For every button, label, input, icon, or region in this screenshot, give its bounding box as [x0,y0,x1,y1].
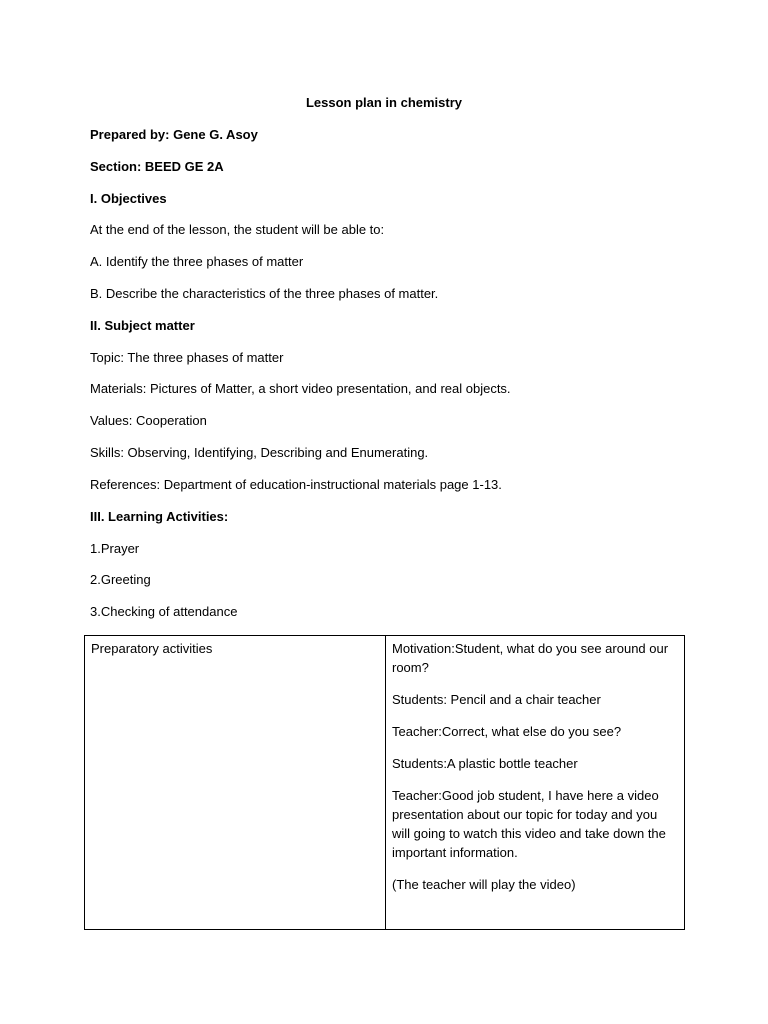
topic-line: Topic: The three phases of matter [90,350,284,365]
table-row [85,636,685,930]
subject-matter-heading: II. Subject matter [90,318,195,333]
document-title: Lesson plan in chemistry [305,95,463,110]
activity-greeting: 2.Greeting [90,572,151,587]
dialogue-line: Students:A plastic bottle teacher [392,756,578,771]
learning-activities-heading: III. Learning Activities: [90,509,229,524]
preparatory-activities-cell: Preparatory activities [85,636,386,930]
dialogue-line: Teacher:Good job student, I have here a video presentation about our topic for today and you will going to watch this video and take down the important information. [392,788,666,860]
references-line: References: Department of education-instructional materials page 1-13. [90,477,502,492]
dialogue-line: Teacher:Correct, what else do you see? [392,724,622,739]
activity-attendance: 3.Checking of attendance [90,604,238,619]
values-line: Values: Cooperation [90,413,207,428]
objectives-intro: At the end of the lesson, the student will be able to: [90,222,385,237]
objective-a: A. Identify the three phases of matter [90,254,304,269]
section-line: Section: BEED GE 2A [90,159,224,174]
dialogue-line: (The teacher will play the video) [392,877,576,892]
materials-line: Materials: Pictures of Matter, a short video presentation, and real objects. [90,381,511,396]
activities-table [84,635,685,930]
objective-b: B. Describe the characteristics of the three phases of matter. [90,286,439,301]
activity-prayer: 1.Prayer [90,541,140,556]
prepared-by: Prepared by: Gene G. Asoy [90,127,258,142]
skills-line: Skills: Observing, Identifying, Describing and Enumerating. [90,445,429,460]
objectives-heading: I. Objectives [90,191,167,206]
dialogue-line: Students: Pencil and a chair teacher [392,692,601,707]
dialogue-line: Motivation:Student, what do you see around our room? [392,641,669,675]
dialogue-cell [386,636,685,930]
